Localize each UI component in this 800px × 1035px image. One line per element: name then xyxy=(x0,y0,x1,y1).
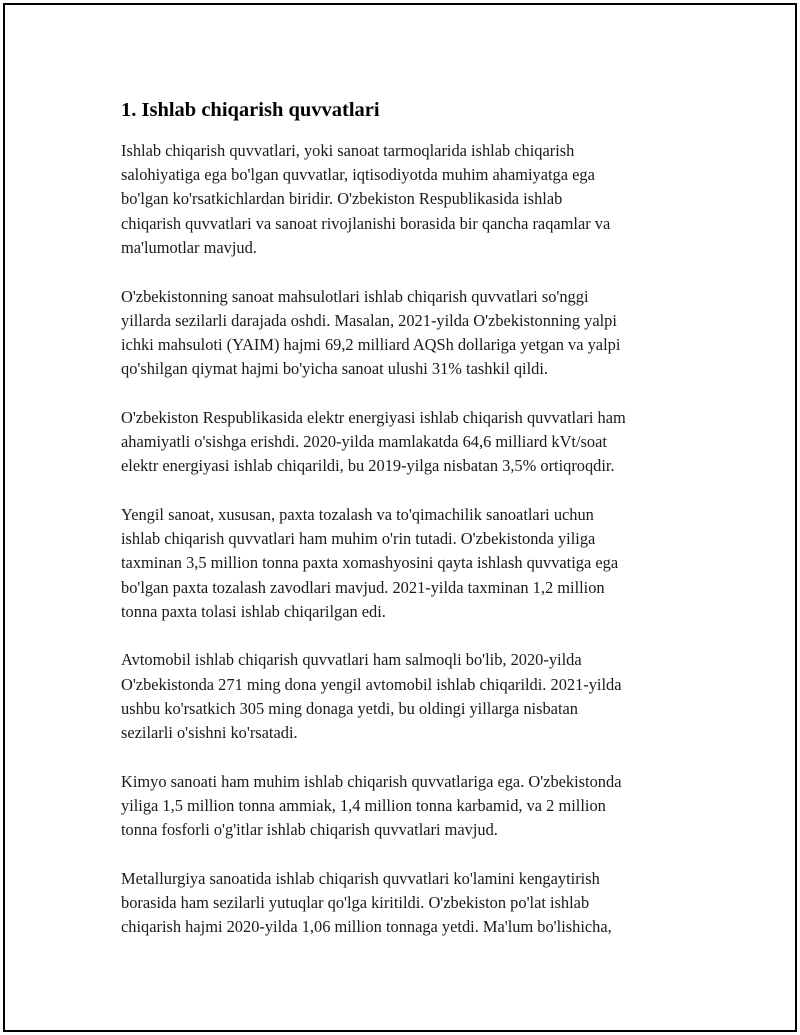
paragraph-line: Kimyo sanoati ham muhim ishlab chiqarish quvvatlariga ega. O'zbekistonda xyxy=(121,771,622,791)
paragraph-line: O'zbekiston Respublikasida elektr energiyasi ishlab chiqarish quvvatlari ham xyxy=(121,407,626,427)
section-heading: 1. Ishlab chiqarish quvvatlari xyxy=(121,99,380,121)
paragraph-line: taxminan 3,5 million tonna paxta xomashyosini qayta ishlash quvvatiga ega xyxy=(121,553,619,573)
paragraph-line: chiqarish quvvatlari va sanoat rivojlanishi borasida bir qancha raqamlar va xyxy=(121,213,611,233)
paragraph-line: bo'lgan ko'rsatkichlardan biridir. O'zbekiston Respublikasida ishlab xyxy=(121,189,563,209)
paragraph-metallurgy xyxy=(121,867,691,940)
paragraph-line: tonna paxta tolasi ishlab chiqarilgan edi. xyxy=(121,601,386,621)
paragraph-electricity xyxy=(121,406,691,479)
paragraph-line: yillarda sezilarli darajada oshdi. Masalan, 2021-yilda O'zbekistonning yalpi xyxy=(121,310,617,330)
paragraph-line: qo'shilgan qiymat hajmi bo'yicha sanoat ulushi 31% tashkil qildi. xyxy=(121,359,549,379)
paragraph-line: tonna fosforli o'g'itlar ishlab chiqarish quvvatlari mavjud. xyxy=(121,820,498,840)
paragraph-line: salohiyatiga ega bo'lgan quvvatlar, iqtisodiyotda muhim ahamiyatga ega xyxy=(121,165,595,185)
paragraph-line: O'zbekistonda 271 ming dona yengil avtomobil ishlab chiqarildi. 2021-yilda xyxy=(121,674,622,694)
paragraph-line: Ishlab chiqarish quvvatlari, yoki sanoat tarmoqlarida ishlab chiqarish xyxy=(121,141,575,160)
document-content xyxy=(121,96,691,964)
paragraph-line: ma'lumotlar mavjud. xyxy=(121,237,257,257)
document-page xyxy=(3,3,797,1032)
paragraph-line: elektr energiyasi ishlab chiqarildi, bu 2019-yilga nisbatan 3,5% ortiqroqdir. xyxy=(121,456,615,476)
paragraph-line: Metallurgiya sanoatida ishlab chiqarish quvvatlari ko'lamini kengaytirish xyxy=(121,868,600,888)
paragraph-industry xyxy=(121,285,691,382)
paragraph-chemical xyxy=(121,770,691,843)
paragraph-line: Yengil sanoat, xususan, paxta tozalash va to'qimachilik sanoatlari uchun xyxy=(121,504,594,524)
paragraph-light-industry xyxy=(121,503,691,624)
paragraph-line: ishlab chiqarish quvvatlari ham muhim o'rin tutadi. O'zbekistonda yiliga xyxy=(121,529,596,549)
paragraph-line: ushbu ko'rsatkich 305 ming donaga yetdi, bu oldingi yillarga nisbatan xyxy=(121,698,578,718)
paragraph-line: yiliga 1,5 million tonna ammiak, 1,4 million tonna karbamid, va 2 million xyxy=(121,795,606,815)
paragraph-line: borasida ham sezilarli yutuqlar qo'lga kiritildi. O'zbekiston po'lat ishlab xyxy=(121,893,590,913)
paragraph-line: ahamiyatli o'sishga erishdi. 2020-yilda mamlakatda 64,6 milliard kVt/soat xyxy=(121,432,607,452)
paragraph-line: O'zbekistonning sanoat mahsulotlari ishlab chiqarish quvvatlari so'nggi xyxy=(121,286,589,306)
paragraph-intro xyxy=(121,139,691,260)
paragraph-line: ichki mahsuloti (YAIM) hajmi 69,2 milliard AQSh dollariga yetgan va yalpi xyxy=(121,334,621,354)
paragraph-line: bo'lgan paxta tozalash zavodlari mavjud. 2021-yilda taxminan 1,2 million xyxy=(121,577,605,597)
paragraph-line: Avtomobil ishlab chiqarish quvvatlari ham salmoqli bo'lib, 2020-yilda xyxy=(121,650,582,670)
paragraph-line: chiqarish hajmi 2020-yilda 1,06 million tonnaga yetdi. Ma'lum bo'lishicha, xyxy=(121,917,612,937)
paragraph-automobile xyxy=(121,648,691,745)
paragraph-line: sezilarli o'sishni ko'rsatadi. xyxy=(121,723,298,743)
